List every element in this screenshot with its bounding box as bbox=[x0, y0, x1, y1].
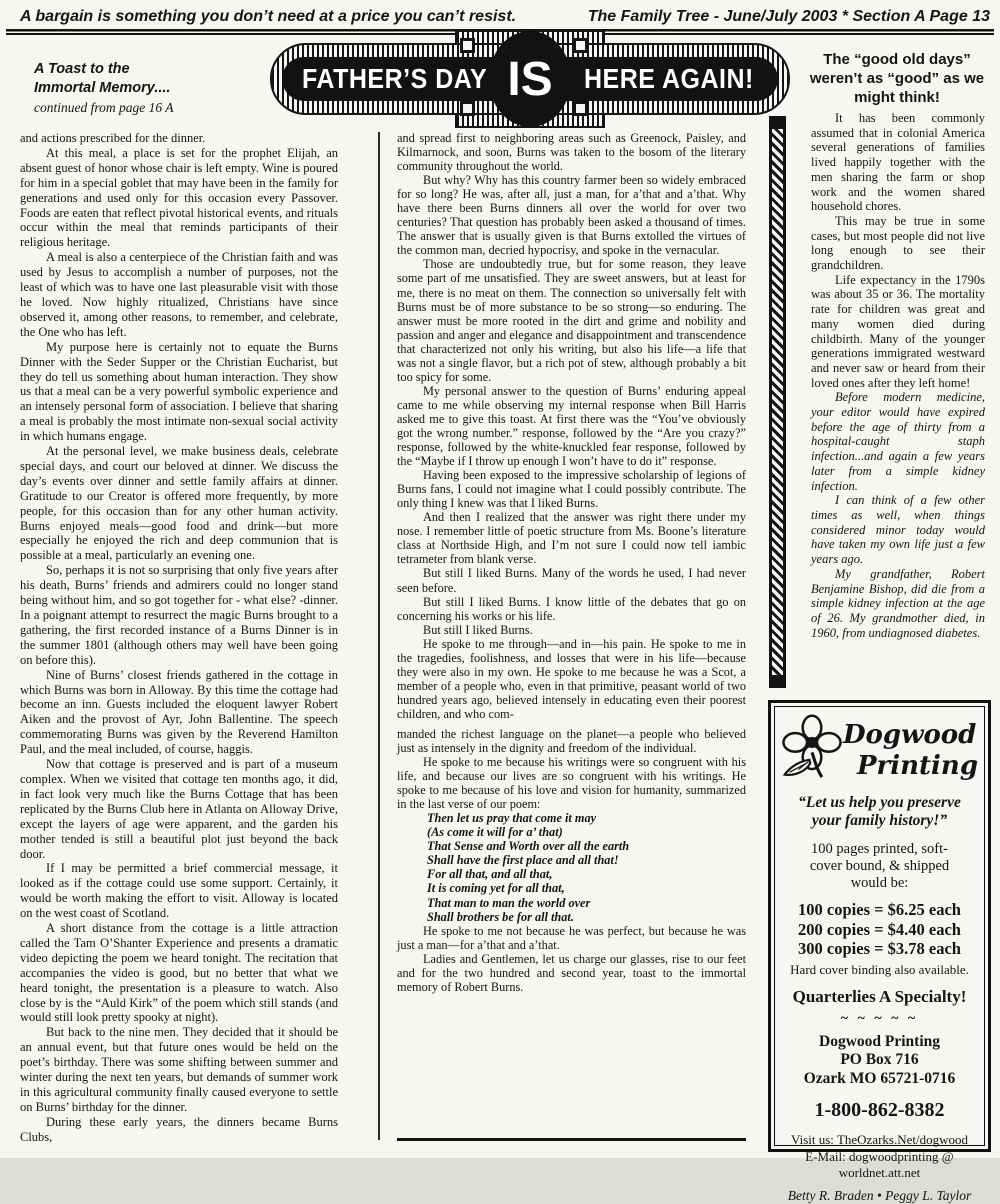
ad-owners: Betty R. Braden • Peggy L. Taylor bbox=[787, 1188, 972, 1203]
ad-logo-text bbox=[843, 720, 978, 782]
paragraph: And then I realized that the answer was right there under my nose. I remember little of poetic structure from Ms. Boone’s literature class at Northside High, and I’m not sure I could now tell iambic tetrameter from blank verse. bbox=[397, 510, 746, 567]
ad-price-line: 200 copies = $4.40 each bbox=[798, 919, 961, 939]
banner-left-text: FATHER’S DAY bbox=[302, 63, 488, 95]
ad-price-line: 300 copies = $3.78 each bbox=[798, 939, 961, 958]
paragraph: But why? Why has this country farmer been so widely embraced for so long? He was, after all, just a man, for a’that and a’that. Why have there been Burns dinners all over the world for over two centuries? That question has probably been asked a thousand of times. The answer that is usually given is that Burns extolled the virtues of the common man, decried hypocrisy, and spoke in the vernacular. bbox=[397, 173, 746, 258]
article-title bbox=[34, 60, 234, 117]
article-title-line2: Immortal Memory.... bbox=[34, 80, 171, 96]
masthead-issue: The Family Tree - June/July 2003 * Section A Page 13 bbox=[587, 8, 990, 25]
dogwood-ad-inner bbox=[774, 706, 985, 1203]
zigzag-bottom-cap bbox=[772, 675, 783, 688]
sidebar-paragraph: I can think of a few other times as well, when things considered minor today would have taken my own life just a few years ago. bbox=[811, 493, 985, 567]
ad-address-line: PO Box 716 bbox=[840, 1051, 919, 1068]
fathers-day-banner bbox=[270, 30, 790, 128]
paragraph: A short distance from the cottage is a little attraction called the Tam O’Shanter Experience and presents a dramatic video depicting the poem we heard tonight. The recitation that accompanies the video is good, but no better that what we heard tonight, the presentation is a pleasure to watch. Also close by is the “Auld Kirk” of the poem which still stands (and would still look pretty spooky at night). bbox=[20, 921, 338, 1025]
poem bbox=[397, 811, 746, 923]
poem-line: That man to man the world over bbox=[427, 895, 591, 910]
sidebar bbox=[811, 111, 985, 691]
zigzag-top-cap bbox=[772, 116, 783, 129]
poem-line: Shall have the first place and all that! bbox=[427, 853, 619, 868]
ad-hardcover-note: Hard cover binding also available. bbox=[790, 961, 969, 977]
ad-address-line: Ozark MO 65721-0716 bbox=[803, 1069, 956, 1087]
paragraph: and spread first to neighboring areas such as Greenock, Paisley, and Kilmarnock, and soon, Burns was taken to the bosom of the literary community throughout the world. bbox=[397, 131, 746, 174]
paragraph: During these early years, the dinners became Burns Clubs, bbox=[20, 1114, 338, 1144]
paragraph: Nine of Burns’ closest friends gathered in the cottage in which Burns was born in Alloway. By this time the cottage had become an inn. Guests included the eloquent lawyer Robert Aiken and the provost of Ayr, John Ballentine. The speech commemorating Burns was given by the Reverend Hamilton Paul, and the meal included, of course, haggis. bbox=[20, 667, 338, 757]
paragraph: My personal answer to the question of Burns’ enduring appeal came to me while observing my internal response when Bill Harris asked me to give this toast. At first there was the “You’ve obviously got the wrong number.” response, followed by the “Are you crazy?” response, followed by the white-knuckled fear response, followed by the “Maybe if I throw up enough I won’t have to do it” response. bbox=[397, 383, 746, 469]
poem-line: (As come it will for a’ that) bbox=[427, 825, 563, 840]
paragraph: But still I liked Burns. bbox=[423, 622, 533, 637]
paragraph: Having been exposed to the impressive scholarship of legions of Burns fans, I could not imagine what I could possibly contribute. The only thing I knew was that I liked Burns. bbox=[397, 468, 746, 511]
zigzag-border bbox=[769, 116, 786, 688]
paragraph: Now that cottage is preserved and is part of a museum complex. When we visited that cottage ten months ago, it did, in fact look very much like the Burns Cottage that has been replicated by the Burns Club here in Atlanta on Alloway Drive, except the layers of age were apparent, and the garden his mother tended is still a beautiful plot just beyond the back door. bbox=[20, 757, 338, 861]
paragraph: So, perhaps it is not so surprising that only five years after his death, Burns’ friends and admirers could no longer stand being without him, and so got together for - what else? -dinner. In a poignant attempt to resurrect the magic Burns brought to a gathering, the first recorded instance of a Burns Dinner is in the summer 1801 (although others may well have been going on before this). bbox=[20, 563, 338, 667]
banner-is-text: IS bbox=[507, 52, 553, 106]
center-column bbox=[397, 131, 746, 1137]
ad-offer: 100 pages printed, soft-cover bound, & shipped would be: bbox=[809, 841, 950, 891]
ad-address bbox=[779, 1033, 980, 1089]
ad-email: E-Mail: dogwoodprinting @ worldnet.att.net bbox=[805, 1149, 954, 1180]
banner-center-circle bbox=[489, 31, 571, 127]
dogwood-flower-icon bbox=[781, 715, 843, 786]
paragraph: He spoke to me not because he was perfect, but because he was just a man—for a’that and a’that. bbox=[397, 923, 746, 952]
paragraph: But back to the nine men. They decided that it should be an annual event, but that future ones would be held on the poet’s birthday. There was some shifting between summer and winter during the next ten years, but demands of summer work in this agricultural community finally caused everyone to settle on Burns’ birthday for the dinner. bbox=[20, 1025, 338, 1114]
sidebar-paragraph: My grandfather, Robert Benjamine Bishop, did die from a simple kidney infection at the age of 26. My grandmother died, in 1960, from undiagnosed diabetes. bbox=[811, 566, 985, 640]
article-continued: continued from page 16 A bbox=[34, 100, 174, 115]
paragraph: and actions prescribed for the dinner. bbox=[20, 131, 206, 145]
ad-logo-line1: Dogwood bbox=[843, 719, 977, 750]
sidebar-paragraph: This may be true in some cases, but most people did not live long enough to see their grandchildren. bbox=[811, 213, 985, 273]
paragraph: My purpose here is certainly not to equate the Burns Dinner with the Seder Supper or the Christian Eucharist, but they do tell us something about human interaction. They show us that a meal can be a very powerful symbolic experience and an intensely personal form of association. I believe that sharing a meal is probably the most intimate non-sexual social activity in which humans engage. bbox=[20, 339, 338, 444]
paragraph: He spoke to me through—and in—his pain. He spoke to me in the tragedies, foolishness, and losses that were in his life—because they were also in my own. He spoke to me because he was a Scot, a member of a people who, even in that primitive, peasant world of two hundred years ago, believed intensely in educating even their poorest children, and who com- bbox=[397, 636, 746, 721]
paragraph: A meal is also a centerpiece of the Christian faith and was used by Jesus to accomplish a number of purposes, not the least of which was to have one last pleasurable visit with those he loved. Now highly ritualized, Christians have since observed it, among other reasons, to remember, and celebrate, the One who has left. bbox=[20, 250, 338, 339]
column-divider bbox=[378, 132, 380, 1140]
article-title-line1: A Toast to the bbox=[34, 61, 130, 77]
paragraph: Those are undoubtedly true, but for some reason, they leave some part of me unsatisfied. They are sweet answers, but at least for me, there is no meat on them. The connection so universally felt with Burns must be of more substance to be so strong—so enduring. The answer must be more rooted in the dirt and grime and nobility and passion and anger and elegance and disappointment and transcendence that characterized not only his writing, but also his life—a life that was not a single flavor, but a rich pot of stew, although probably a bit too spicy for some. bbox=[397, 257, 746, 384]
sidebar-paragraph: Before modern medicine, your editor would have expired before the age of thirty from a hospital-caught staph infection...and again a few years later from a simple kidney infection. bbox=[811, 390, 985, 493]
ad-phone: 1-800-862-8382 bbox=[814, 1099, 945, 1121]
ad-quarterlies: Quarterlies A Specialty! bbox=[792, 986, 967, 1006]
banner-ornament-square bbox=[460, 101, 475, 116]
sidebar-paragraph: It has been commonly assumed that in colonial America several generations of families lived happily together with the men sharing the farm or shop work and the women shared household chores. bbox=[811, 111, 985, 214]
banner-ornament-square bbox=[573, 101, 588, 116]
sidebar-heading: The “good old days” weren’t as “good” as we might think! bbox=[809, 51, 985, 106]
column-end-rule bbox=[397, 1138, 746, 1141]
ad-logo bbox=[779, 715, 980, 786]
paragraph: But still I liked Burns. I know little of the debates that go on concerning his works or his life. bbox=[397, 594, 746, 623]
banner-ornament-square bbox=[573, 38, 588, 53]
ad-address-line: Dogwood Printing bbox=[819, 1032, 940, 1050]
paragraph: If I may be permitted a brief commercial message, it looked as if the cottage could use some support. Certainly, it would be worth making the effort to visit. Alloway is located on the west coast of Scotland. bbox=[20, 861, 338, 921]
poem-line: It is coming yet for all that, bbox=[427, 881, 565, 896]
poem-line: That Sense and Worth over all the earth bbox=[427, 839, 630, 854]
poem-line: Then let us pray that come it may bbox=[427, 811, 597, 826]
ad-prices bbox=[779, 900, 980, 959]
ad-visit: Visit us: TheOzarks.Net/dogwood bbox=[791, 1132, 968, 1147]
poem-line: Shall brothers be for all that. bbox=[427, 909, 574, 924]
ad-price-line: 100 copies = $6.25 each bbox=[798, 900, 961, 919]
dogwood-ad bbox=[768, 700, 991, 1203]
paragraph: Ladies and Gentlemen, let us charge our glasses, rise to our feet and for the two hundred and second year, toast to the immortal memory of Robert Burns. bbox=[397, 951, 746, 994]
paragraph: At the personal level, we make business deals, celebrate special days, and court our beloved at dinner. We discuss the day’s events over dinner and settle family affairs at dinner. Gratitude to our Creator is offered more frequently, by more people, for this occasion than for any other human activity. Burns enjoyed meals—good food and drink—but more especially he enjoyed the rich and deep communion that is possible at a meal, particularly an evening one. bbox=[20, 444, 338, 563]
sidebar-paragraph: Life expectancy in the 1790s was about 35 or 36. The mortality rate for children was great and many women died during childbirth. Many of the younger generations immigrated westward and never saw or heard from their loved ones after they left home! bbox=[811, 272, 985, 390]
banner-right-text: HERE AGAIN! bbox=[584, 63, 754, 95]
paragraph: But still I liked Burns. Many of the words he used, I had never seen before. bbox=[397, 566, 746, 595]
paragraph: He spoke to me because his writings were so congruent with his life, and because our lives are so congruent with his writings. He spoke to me because of his love and vision for humanity, summarized in the last verse of our poem: bbox=[397, 755, 746, 812]
ad-tilde-divider: ~ ~ ~ ~ ~ bbox=[840, 1010, 919, 1026]
masthead-tagline: A bargain is something you don’t need at a price you can’t resist. bbox=[20, 8, 517, 25]
ad-slogan: “Let us help you preserve your family history!” bbox=[798, 794, 961, 829]
paragraph: manded the richest language on the planet—a people who believed just as intensely in the dignity and freedom of the individual. bbox=[397, 726, 746, 756]
banner-ornament-square bbox=[460, 38, 475, 53]
ad-logo-line2: Printing bbox=[857, 750, 978, 781]
paragraph: At this meal, a place is set for the prophet Elijah, an absent guest of honor whose chair is left empty. Wine is poured for him in a special goblet that may have been in the family for generations and used only for this occasion every Passover. Foods are eaten that reflect pivotal historical events, and rituals occur within the meal that reminds participants of their religious heritage. bbox=[20, 145, 338, 250]
left-column bbox=[20, 131, 338, 1155]
poem-line: For all that, and all that, bbox=[427, 867, 553, 882]
